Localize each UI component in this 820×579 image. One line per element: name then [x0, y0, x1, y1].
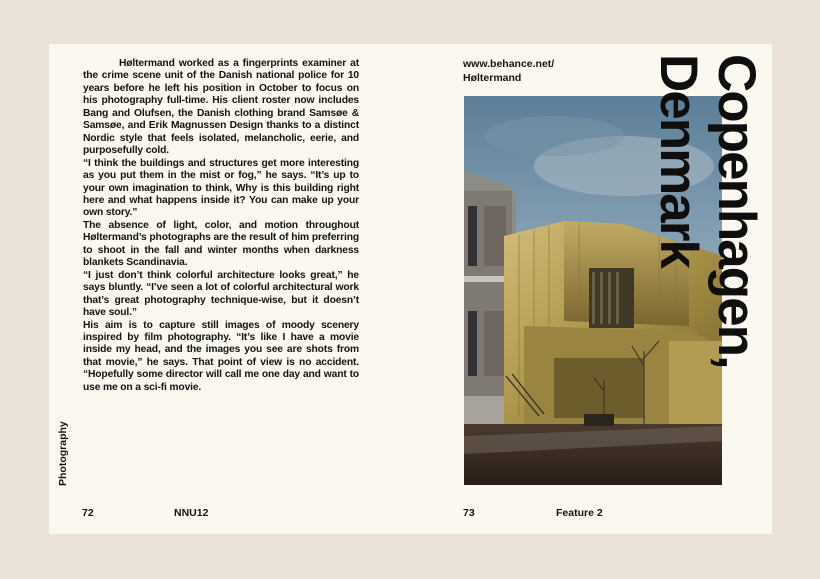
url-line-2: Høltermand: [463, 72, 522, 84]
paragraph-3: The absence of light, color, and motion throughout Høltermand’s photographs are the result of him preferring to shoot in the fall and winter months when darkness blankets Scandinavia.: [83, 219, 359, 269]
right-page: [410, 44, 772, 534]
paragraph-2: “I think the buildings and structures get more interesting as you put them in the mist or fog,” he says. “It’s up to your own imagination to think, Why is this building right here and what happens inside it? You can make up your own story.”: [83, 157, 359, 219]
right-page-number: 73: [463, 507, 475, 519]
behance-url[interactable]: [463, 57, 554, 85]
title-city: Copenhagen,: [707, 54, 766, 368]
paragraph-1: Høltermand worked as a fingerprints examiner at the crime scene unit of the Danish national police for 10 years before he left his position in October to focus on his photography full-time. His client roster now includes Bang and Olufsen, the Danish clothing brand Samsøe & Samsøe, and Erik Magnussen Design thanks to a distinct Nordic style that feels isolated, melancholic, eerie, and purposefully cold.: [83, 58, 359, 157]
url-line-1: www.behance.net/: [463, 58, 555, 70]
location-title: [649, 54, 765, 368]
left-page-number: 72: [82, 507, 94, 519]
magazine-spread: [49, 44, 772, 534]
section-label: Photography: [57, 421, 69, 486]
magazine-issue: NNU12: [174, 507, 209, 519]
article-body: [83, 58, 359, 394]
paragraph-4: “I just don’t think colorful architecture looks great,” he says bluntly. “I’ve seen a lot of colorful architectural work that’s great photography technique-wise, but it doesn’t have soul.”: [83, 269, 359, 319]
paragraph-5: His aim is to capture still images of moody scenery inspired by film photography. “It’s like I have a movie inside my head, and the images you see are shots from that movie,” he says. That point of view is no accident. “Hopefully some director will call me one day and want to use me on a sci-fi movie.: [83, 319, 359, 393]
left-page: [49, 44, 410, 534]
title-country: Denmark: [649, 54, 708, 267]
feature-label: Feature 2: [556, 507, 603, 519]
